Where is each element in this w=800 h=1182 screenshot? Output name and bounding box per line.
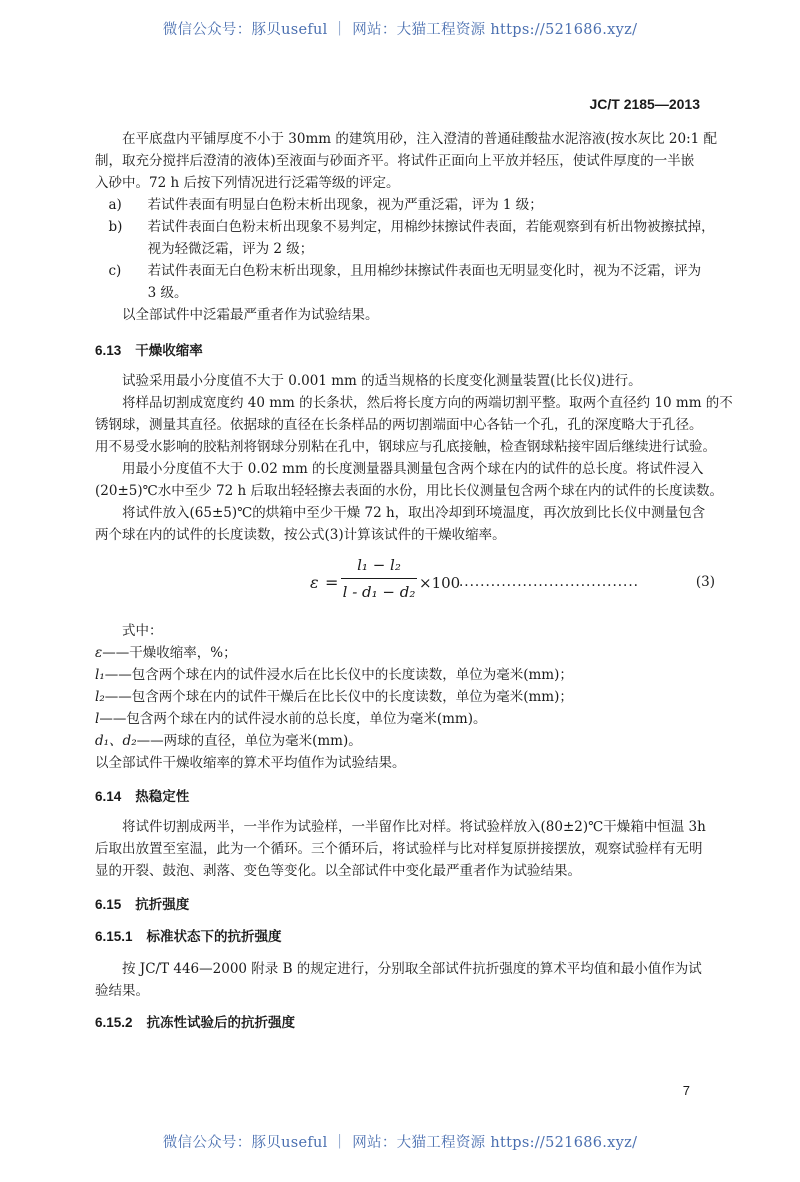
document-body: [95, 128, 733, 1044]
section-title: 热稳定性: [135, 789, 190, 804]
text-line: 锈钢球，测量其直径。依据球的直径在长条样品的两切割端面中心各钻一个孔，孔的深度略大于孔径。: [95, 417, 703, 433]
variable-item: [95, 708, 715, 730]
text-line: 验结果。: [95, 983, 149, 999]
text-line: 显的开裂、鼓泡、剥落、变色等变化。以全部试件中变化最严重者作为试验结果。: [95, 863, 581, 879]
list-item-b: [95, 216, 715, 238]
section-title: 抗冻性试验后的抗折强度: [146, 1015, 296, 1030]
section-heading-6-15-2: [95, 1012, 715, 1034]
section-title: 标准状态下的抗折强度: [146, 929, 282, 944]
variable-item: [95, 664, 715, 686]
text-line: 用不易受水影响的胶粘剂将钢球分别粘在孔中，钢球应与孔底接触，检查钢球粘接牢固后继续进行试验。: [95, 439, 716, 455]
variable-dash: ——: [104, 667, 132, 683]
text-line: 按 JC/T 446—2000 附录 B 的规定进行，分别取全部试件抗折强度的算术平均值和最小值作为试: [122, 961, 702, 977]
variable-desc: 包含两个球在内的试件干燥后在比长仪中的长度读数，单位为毫米(mm)；: [131, 689, 573, 705]
list-item-a: [95, 194, 715, 216]
list-marker: c): [108, 263, 122, 279]
list-marker: b): [108, 219, 123, 235]
variable-item: [95, 642, 715, 664]
formula-numerator: l₁ − l₂: [357, 556, 401, 574]
page-number: 7: [682, 1083, 690, 1098]
section-number: 6.15: [95, 897, 122, 912]
list-item-c: [95, 260, 715, 282]
text-line: 将试件放入(65±5)℃的烘箱中至少干燥 72 h，取出冷却到环境温度，再次放到比长仪中测量包含: [122, 505, 706, 521]
variable-desc: 包含两个球在内的试件浸水后在比长仪中的长度读数，单位为毫米(mm)；: [131, 667, 573, 683]
section-number: 6.15.2: [95, 1015, 133, 1030]
efflorescence-paragraph: [95, 128, 718, 194]
list-text: 若试件表面白色粉末析出现象不易判定，用棉纱抹擦试件表面，若能观察到有析出物被擦拭掉，: [147, 219, 715, 235]
variable-dash: ——: [102, 645, 130, 661]
section-heading-6-13: [95, 340, 715, 362]
variable-symbol: l: [95, 711, 100, 727]
formula-number: (3): [695, 574, 715, 590]
section-title: 抗折强度: [135, 897, 190, 912]
list-marker: a): [108, 197, 122, 213]
variable-desc: 干燥收缩率，%；: [129, 645, 237, 661]
list-text: 若试件表面无白色粉末析出现象，且用棉纱抹擦试件表面也无明显变化时，视为不泛霜，评为: [147, 263, 702, 279]
list-text-continued: 3 级。: [147, 285, 188, 301]
list-text: 若试件表面有明显白色粉末析出现象，视为严重泛霜，评为 1 级；: [147, 197, 543, 213]
section-number: 6.15.1: [95, 929, 133, 944]
variable-symbol: l₂: [95, 689, 105, 705]
section-number: 6.13: [95, 343, 122, 358]
text-line: 入砂中。72 h 后按下列情况进行泛霜等级的评定。: [95, 175, 400, 191]
list-text-continued: 视为轻微泛霜，评为 2 级；: [147, 241, 314, 257]
section-heading-6-15: [95, 894, 715, 916]
section-conclusion: 以全部试件干燥收缩率的算术平均值作为试验结果。: [95, 755, 406, 771]
variable-dash: ——: [99, 711, 127, 727]
text-line: 在平底盘内平铺厚度不小于 30mm 的建筑用砂，注入澄清的普通硅酸盐水泥溶液(按水灰比 20:1 配: [122, 131, 718, 147]
section-title: 干燥收缩率: [135, 343, 203, 358]
section-heading-6-14: [95, 786, 715, 808]
efflorescence-conclusion: 以全部试件中泛霜最严重者作为试验结果。: [122, 307, 379, 323]
formula-times: ×100: [419, 574, 461, 592]
text-line: (20±5)℃水中至少 72 h 后取出轻轻擦去表面的水份，用比长仪测量包含两个球在内的试件的长度读数。: [95, 483, 723, 499]
efflorescence-list: [95, 194, 715, 304]
formula-equals: =: [325, 573, 339, 592]
watermark-top: 微信公众号：豚贝useful ｜ 网站：大猫工程资源 https://521686.xyz/: [162, 22, 638, 38]
variable-desc: 包含两个球在内的试件浸水前的总长度，单位为毫米(mm)。: [126, 711, 487, 727]
section-number: 6.14: [95, 789, 122, 804]
variable-item: [95, 730, 715, 752]
variable-list: [95, 642, 715, 752]
variable-dash: ——: [136, 733, 164, 749]
formula-leader: ..................................: [459, 574, 639, 590]
text-line: 将样品切割成宽度约 40 mm 的长条状，然后将长度方向的两端切割平整。取两个直径约 10 mm 的不: [122, 395, 733, 411]
text-line: 后取出放置至室温，此为一个循环。三个循环后，将试验样与比对样复原拼接摆放，观察试验样有无明: [95, 841, 703, 857]
formula-denominator: l - d₁ − d₂: [342, 583, 416, 601]
variable-desc: 两球的直径，单位为毫米(mm)。: [163, 733, 362, 749]
section-heading-6-15-1: [95, 926, 715, 948]
text-line: 制，取充分搅拌后澄清的液体)至液面与砂面齐平。将试件正面向上平放并轻压，使试件厚度的一半嵌: [95, 153, 695, 169]
fraction-bar: [341, 578, 417, 579]
formula-fraction: [341, 554, 417, 603]
variable-symbol: d₁、d₂: [95, 733, 137, 749]
text-line: 两个球在内的试件的长度读数，按公式(3)计算该试件的干燥收缩率。: [95, 527, 506, 543]
variable-item: [95, 686, 715, 708]
text-line: 试验采用最小分度值不大于 0.001 mm 的适当规格的长度变化测量装置(比长仪)进行。: [122, 373, 642, 389]
variable-symbol: l₁: [95, 667, 105, 683]
variable-symbol: ε: [95, 645, 103, 661]
where-label: 式中：: [122, 623, 163, 639]
watermark-bottom: 微信公众号：豚贝useful ｜ 网站：大猫工程资源 https://521686.xyz/: [162, 1135, 638, 1151]
standard-number: JC/T 2185—2013: [589, 96, 700, 112]
text-line: 将试件切割成两半，一半作为试验样，一半留作比对样。将试验样放入(80±2)℃干燥箱中恒温 3h: [122, 819, 706, 835]
text-line: 用最小分度值不大于 0.02 mm 的长度测量器具测量包含两个球在内的试件的总长度。将试件浸入: [122, 461, 704, 477]
variable-dash: ——: [104, 689, 132, 705]
formula-3: [95, 552, 715, 616]
formula-lhs: ε: [310, 573, 319, 592]
